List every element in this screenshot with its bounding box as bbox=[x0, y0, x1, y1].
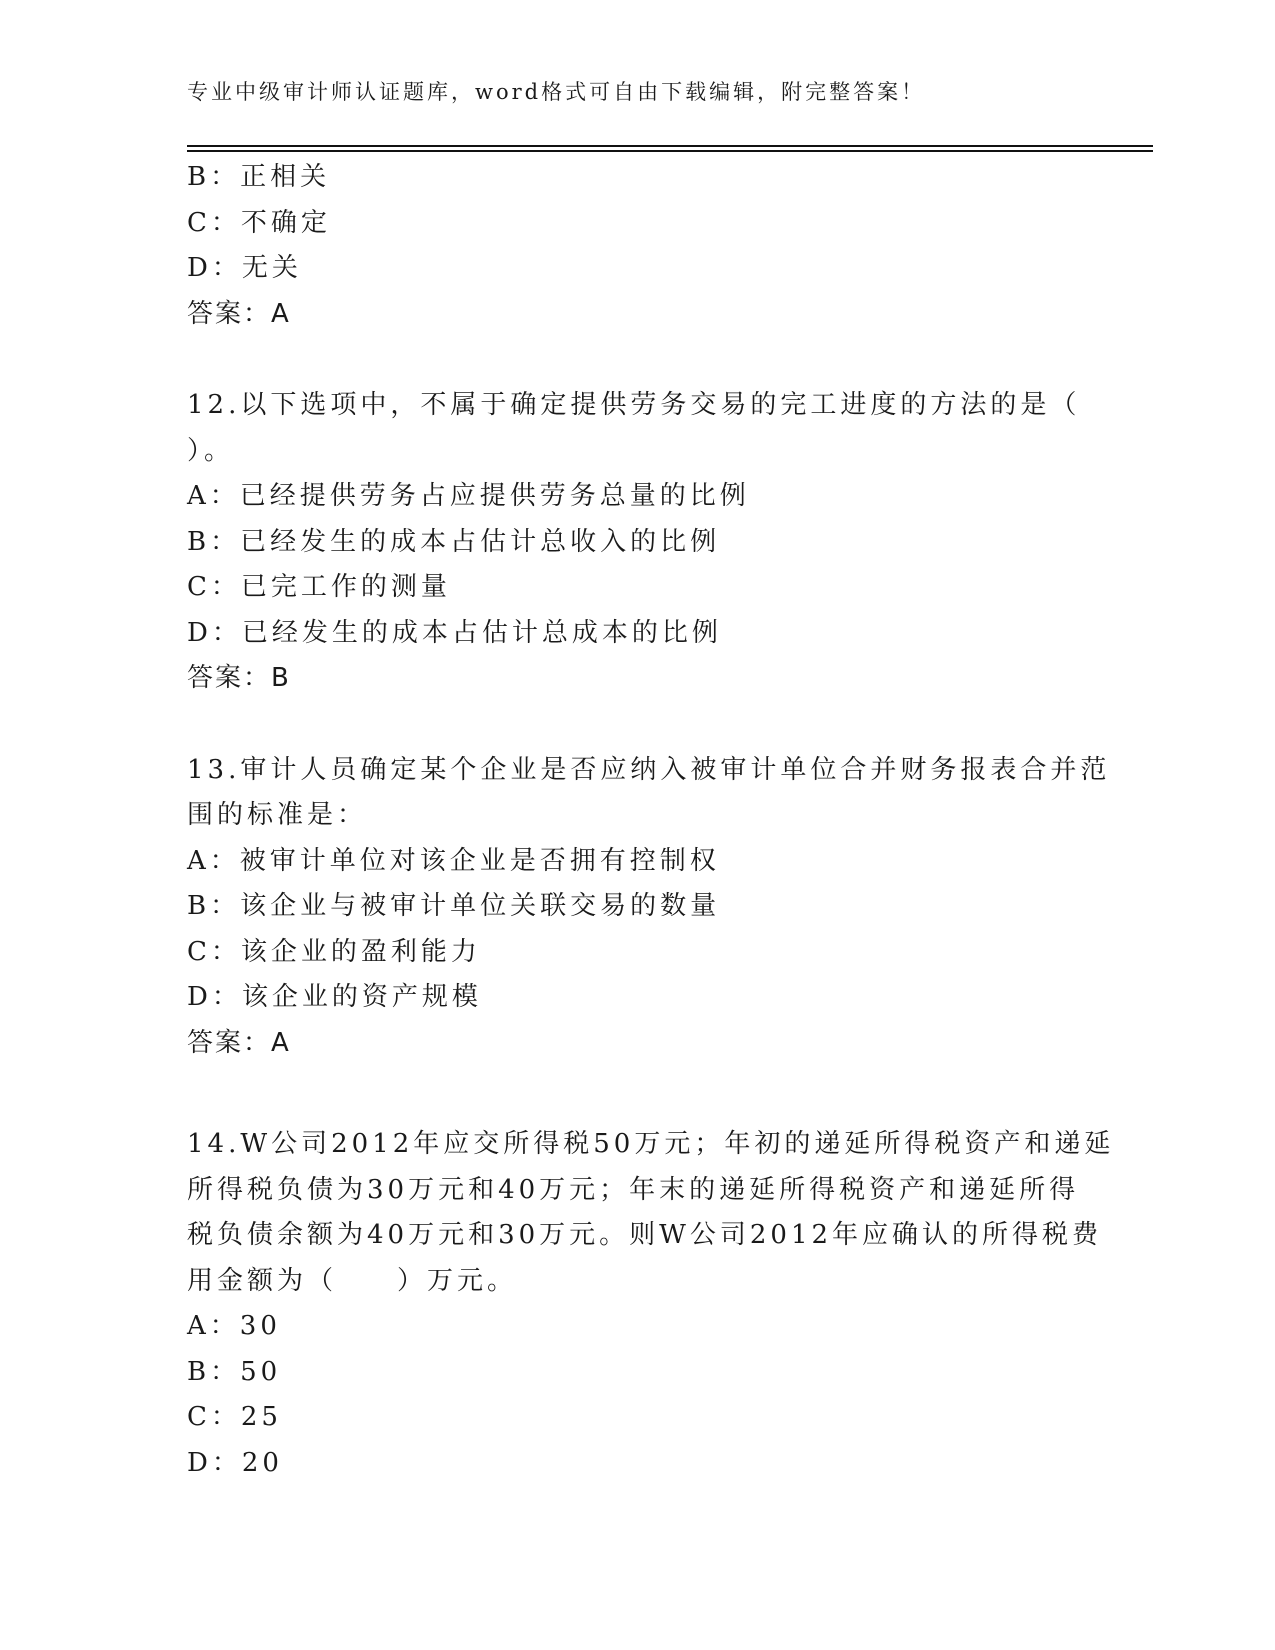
question-12 bbox=[187, 383, 1107, 702]
spacer bbox=[187, 337, 1107, 383]
option-line: D：20 bbox=[187, 1447, 283, 1478]
option-line: A：被审计单位对该企业是否拥有控制权 bbox=[187, 845, 720, 876]
answer-line: 答案：B bbox=[187, 663, 291, 693]
question-stem: 税负债余额为40万元和30万元。则W公司2012年应确认的所得税费 bbox=[187, 1220, 1103, 1250]
option-line: D：无关 bbox=[187, 253, 302, 283]
header-rule-top bbox=[187, 145, 1153, 147]
question-14 bbox=[187, 1122, 1115, 1486]
document-body bbox=[187, 155, 1115, 1486]
option-line: C：已完工作的测量 bbox=[187, 572, 451, 602]
question-stem: 14.W公司2012年应交所得税50万元；年初的递延所得税资产和递延 bbox=[187, 1129, 1115, 1159]
option-line: C：25 bbox=[187, 1402, 282, 1432]
header-rule-bottom bbox=[187, 150, 1153, 152]
option-line: B：50 bbox=[187, 1356, 282, 1387]
question-stem: 12.以下选项中，不属于确定提供劳务交易的完工进度的方法的是（ bbox=[187, 390, 1081, 420]
answer-line: 答案：A bbox=[187, 1027, 291, 1058]
question-stem: 用金额为（ ）万元。 bbox=[187, 1265, 518, 1296]
question-13 bbox=[187, 748, 1111, 1067]
answer-line: 答案：A bbox=[187, 298, 291, 329]
question-fragment bbox=[187, 155, 1107, 337]
question-stem: 13.审计人员确定某个企业是否应纳入被审计单位合并财务报表合并范 bbox=[187, 754, 1111, 785]
page-header: 专业中级审计师认证题库，word格式可自由下载编辑，附完整答案！ bbox=[187, 80, 926, 104]
option-line: B：该企业与被审计单位关联交易的数量 bbox=[187, 891, 721, 921]
option-line: B：已经发生的成本占估计总收入的比例 bbox=[187, 526, 721, 557]
spacer bbox=[187, 1066, 1107, 1112]
option-line: D：已经发生的成本占估计总成本的比例 bbox=[187, 617, 722, 648]
option-line: C：不确定 bbox=[187, 207, 331, 238]
option-line: A：30 bbox=[187, 1311, 281, 1341]
option-line: C：该企业的盈利能力 bbox=[187, 936, 481, 967]
spacer bbox=[187, 702, 1107, 748]
option-line: D：该企业的资产规模 bbox=[187, 982, 482, 1012]
question-stem: 所得税负债为30万元和40万元；年末的递延所得税资产和递延所得 bbox=[187, 1174, 1080, 1205]
option-line: A：已经提供劳务占应提供劳务总量的比例 bbox=[187, 481, 750, 511]
question-stem: 围的标准是： bbox=[187, 800, 368, 830]
option-line: B：正相关 bbox=[187, 162, 331, 192]
question-stem: ）。 bbox=[187, 435, 235, 466]
